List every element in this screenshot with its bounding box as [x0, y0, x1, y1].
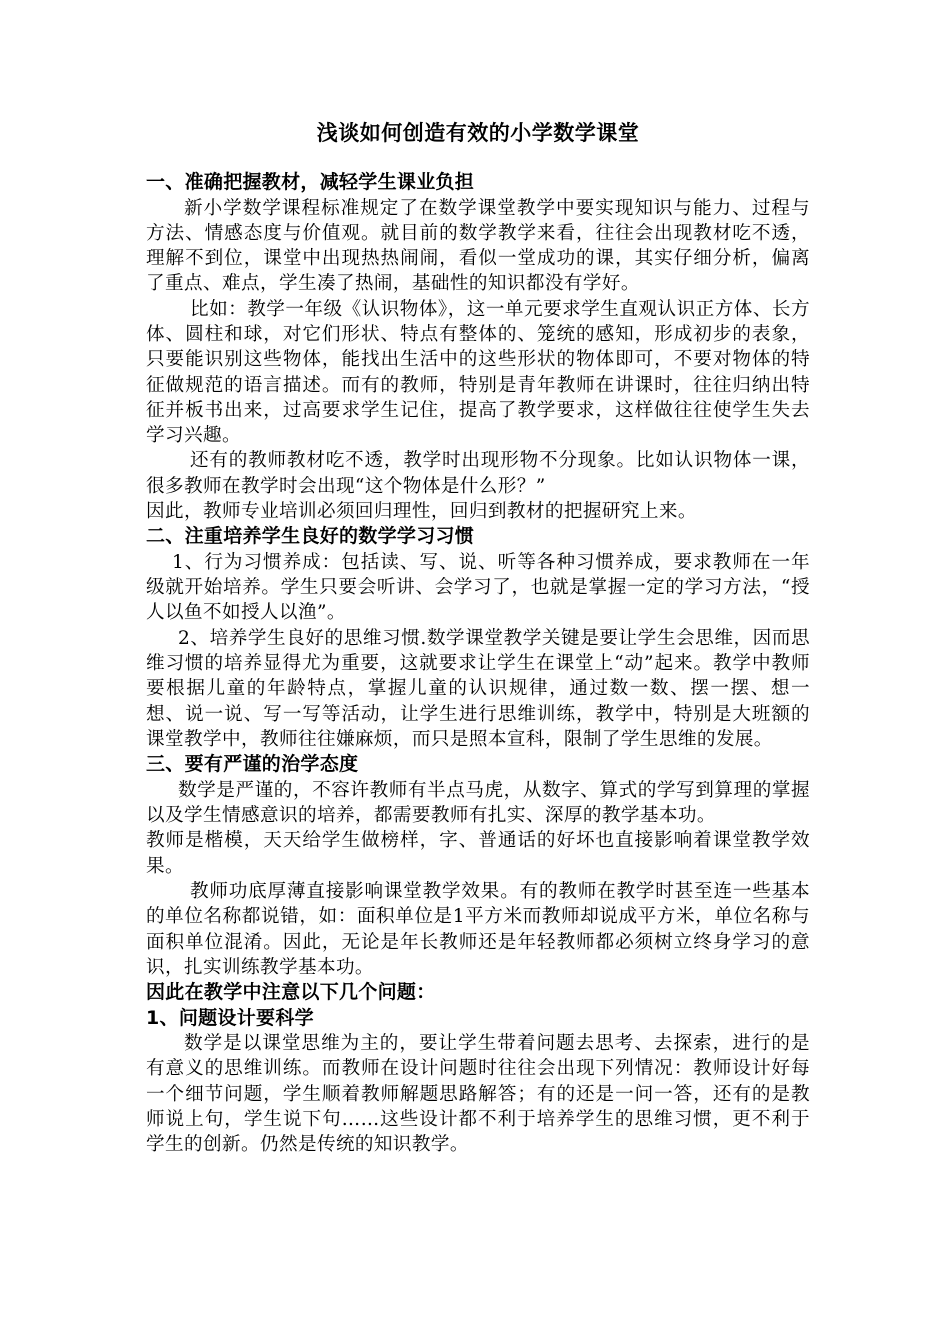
paragraph: 还有的教师教材吃不透，教学时出现形物不分现象。比如认识物体一课，很多教师在教学时会出现“这个物体是什么形？” — [146, 450, 810, 497]
paragraph: 2、培养学生良好的思维习惯.数学课堂教学关键是要让学生会思维，因而思维习惯的培养显得尤为重要，这就要求让学生在课堂上“动”起来。教学中教师要根据儿童的年龄特点，掌握儿童的认识规律，通过数一数、摆一摆、想一想、说一说、写一写等活动，让学生进行思维训练，教学中，特别是大班额的课堂教学中，教师往往嫌麻烦，而只是照本宣科，限制了学生思维的发展。 — [146, 627, 810, 750]
subsection-heading: 1、问题设计要科学 — [146, 1006, 314, 1029]
document-page — [146, 118, 810, 1158]
document-title: 浅谈如何创造有效的小学数学课堂 — [316, 121, 640, 145]
section-heading-1: 一、准确把握教材，减轻学生课业负担 — [146, 171, 475, 193]
paragraph: 数学是以课堂思维为主的，要让学生带着问题去思考、去探索，进行的是有意义的思维训练。而教师在设计问题时往往会出现下列情况：教师设计好每一个细节问题，学生顺着教师解题思路解答；有的还是一问一答，还有的是教师说上句，学生说下句……这些设计都不利于培养学生的思维习惯，更不利于学生的创新。仍然是传统的知识教学。 — [146, 1033, 810, 1156]
paragraph: 1、行为习惯养成：包括读、写、说、听等各种习惯养成，要求教师在一年级就开始培养。学生只要会听讲、会学习了，也就是掌握一定的学习方法，“授人以鱼不如授人以渔”。 — [146, 551, 810, 624]
section-heading-2: 二、注重培养学生良好的数学学习习惯 — [146, 525, 475, 548]
paragraph: 新小学数学课程标准规定了在数学课堂教学中要实现知识与能力、过程与方法、情感态度与价值观。就目前的数学教学来看，往往会出现教材吃不透，理解不到位，课堂中出现热热闹闹，看似一堂成功的课，其实仔细分析，偏离了重点、难点，学生凑了热闹，基础性的知识都没有学好。 — [146, 197, 810, 295]
section-heading-3: 三、要有严谨的治学态度 — [146, 753, 359, 776]
paragraph: 比如：教学一年级《认识物体》，这一单元要求学生直观认识正方体、长方体、圆柱和球，对它们形状、特点有整体的、笼统的感知，形成初步的表象，只要能识别这些物体，能找出生活中的这些形状的物体即可，不要对物体的特征做规范的语言描述。而有的教师，特别是青年教师在讲课时，往往归纳出特征并板书出来，过高要求学生记住，提高了教学要求，这样做往往使学生失去学习兴趣。 — [146, 298, 810, 447]
paragraph: 教师功底厚薄直接影响课堂教学效果。有的教师在教学时甚至连一些基本的单位名称都说错，如：面积单位是1平方米而教师却说成平方米，单位名称与面积单位混淆。因此，无论是年长教师还是年轻教师都必须树立终身学习的意识，扎实训练教学基本功。 — [146, 880, 810, 978]
section-heading-4: 因此在教学中注意以下几个问题： — [146, 981, 436, 1004]
paragraph: 因此，教师专业培训必须回归理性，回归到教材的把握研究上来。 — [146, 501, 697, 523]
paragraph: 数学是严谨的，不容许教师有半点马虎，从数字、算式的学写到算理的掌握以及学生情感意识的培养，都需要教师有扎实、深厚的教学基本功。 — [146, 779, 810, 827]
paragraph: 教师是楷模，天天给学生做榜样，字、普通话的好坏也直接影响着课堂教学效果。 — [146, 830, 810, 877]
